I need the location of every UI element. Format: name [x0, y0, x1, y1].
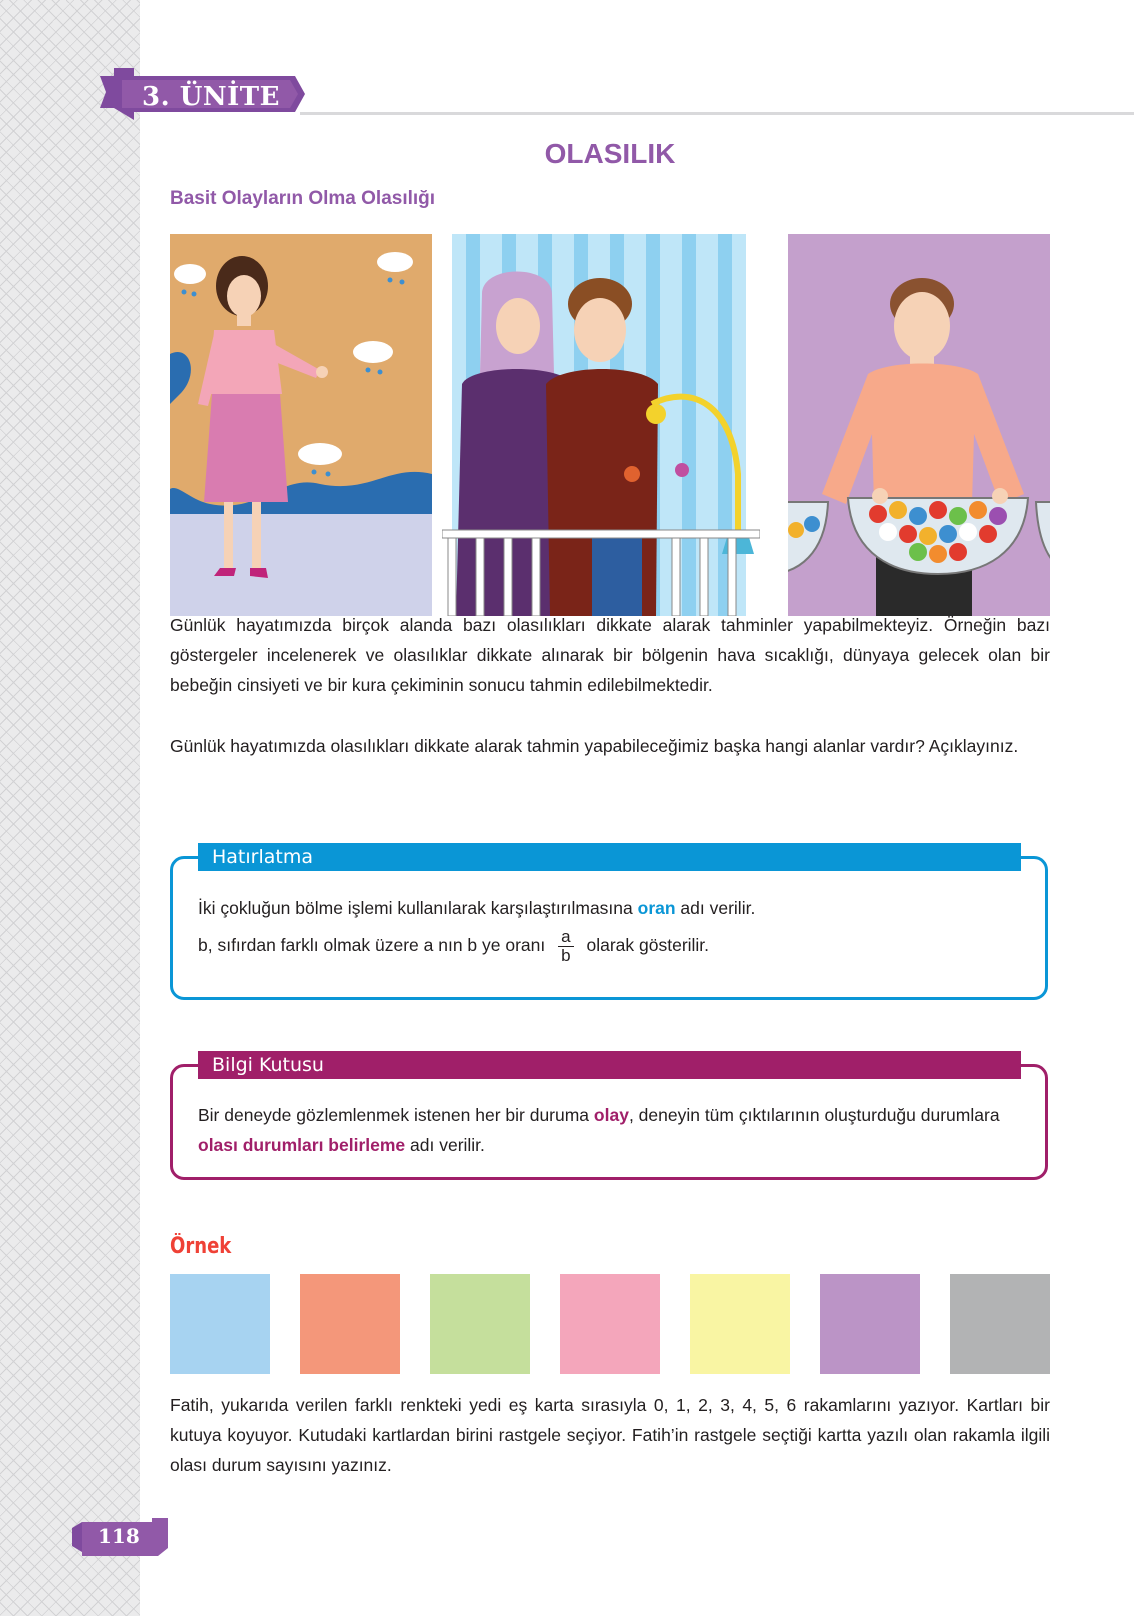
fraction-numerator: a	[558, 928, 573, 947]
unit-tab	[100, 68, 305, 120]
reminder-line-2	[198, 928, 709, 965]
card-gray	[950, 1274, 1050, 1374]
keyword-olay: olay	[593, 1105, 629, 1125]
intro-paragraph-2: Günlük hayatımızda olasılıkları dikkate alarak tahmin yapabileceğimiz başka hangi alanlar vardır? Açıklayınız.	[170, 736, 1019, 756]
example-label: Örnek	[170, 1234, 232, 1259]
keyword-olasi-durumlari: olası durumları belirleme	[198, 1135, 406, 1155]
card-pink	[560, 1274, 660, 1374]
fraction-a-over-b	[558, 928, 573, 965]
reminder-line-1-text: İki çokluğun bölme işlemi kullanılarak karşılaştırılmasına	[198, 898, 638, 918]
reminder-line-1	[198, 898, 755, 919]
fraction-denominator: b	[561, 946, 571, 965]
unit-label: 3. ÜNİTE	[142, 82, 280, 112]
info-text-2: , deneyin tüm çıktılarının oluşturduğu durumlara	[628, 1105, 1000, 1125]
side-pattern	[0, 0, 140, 1616]
expecting-parents-illustration	[442, 234, 760, 616]
reminder-line-2-text: b, sıfırdan farklı olmak üzere a nın b ye oranı	[198, 935, 546, 956]
info-text-1: Bir deneyde gözlemlenmek istenen her bir duruma	[198, 1105, 594, 1125]
keyword-oran: oran	[637, 898, 676, 918]
reminder-box-title: Hatırlatma	[198, 843, 1021, 871]
header-line	[300, 112, 1134, 115]
info-box-text	[198, 1100, 1028, 1160]
card-blue	[170, 1274, 270, 1374]
page-number-tab	[72, 1518, 168, 1556]
section-title: Basit Olayların Olma Olasılığı	[170, 188, 436, 209]
reminder-line-1-end: adı verilir.	[675, 898, 756, 918]
lottery-draw-illustration	[788, 234, 1050, 616]
info-text-3: adı verilir.	[405, 1135, 485, 1155]
card-green	[430, 1274, 530, 1374]
info-box-title: Bilgi Kutusu	[198, 1051, 1021, 1079]
intro-paragraph-1: Günlük hayatımızda birçok alanda bazı olasılıkları dikkate alarak tahminler yapabilmekteyiz. Örneğin bazı göstergeler incelenerek ve olasılıklar dikkate alınarak bir bölgenin hava sıcaklığı, dünyaya gelecek olan bir bebeğin cinsiyeti ve bir kura çekiminin sonucu tahmin edilebilmektedir.	[170, 615, 1050, 695]
reminder-line-2-end: olarak gösterilir.	[586, 935, 710, 956]
page-number: 118	[98, 1524, 140, 1548]
card-yellow	[690, 1274, 790, 1374]
example-text: Fatih, yukarıda verilen farklı renkteki yedi eş karta sırasıyla 0, 1, 2, 3, 4, 5, 6 rakamlarını yazıyor. Kartları bir kutuya koyuyor. Kutudaki kartlardan birini rastgele seçiyor. Fatih’in rastgele seçtiği kartta yazılı olan rakamla ilgili olası durum sayısını yazınız.	[170, 1395, 1050, 1475]
weather-forecaster-illustration	[170, 234, 432, 616]
card-purple	[820, 1274, 920, 1374]
card-orange	[300, 1274, 400, 1374]
page-title: OLASILIK	[544, 138, 676, 169]
